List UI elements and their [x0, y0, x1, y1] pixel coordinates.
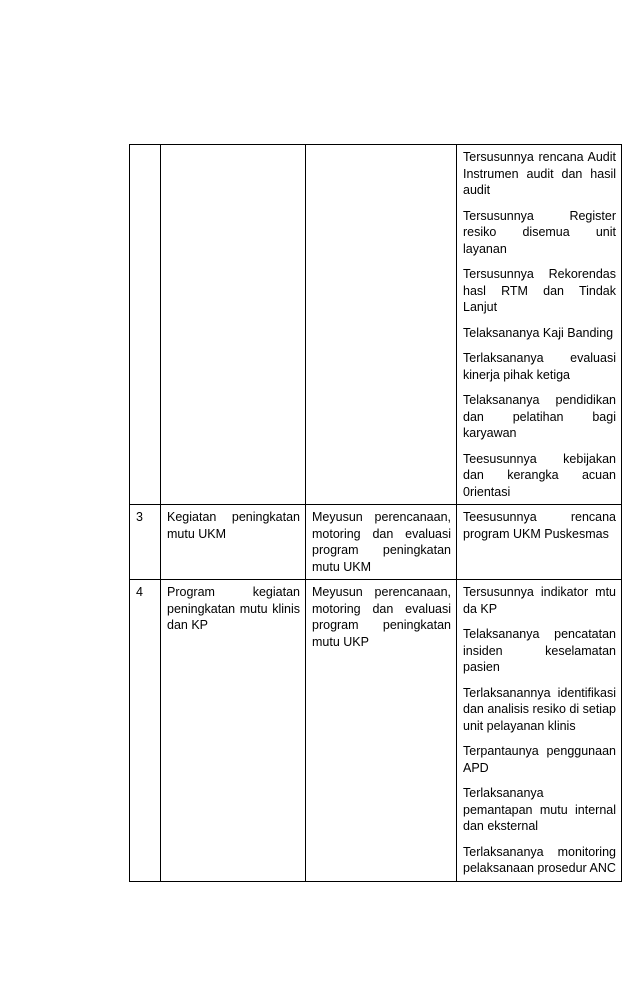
output-item: Terlaksanannya identifikasi dan analisis resiko di setiap unit pelayanan klinis	[463, 685, 616, 733]
row-number: 3	[130, 505, 161, 580]
output-item: Teesusunnya rencana program UKM Puskesmas	[463, 510, 616, 541]
table-row	[130, 580, 622, 882]
row-number: 4	[130, 580, 161, 882]
activity-cell	[161, 145, 306, 505]
table-row	[130, 145, 622, 505]
description-cell: Meyusun perencanaan, motoring dan evaluasi program peningkatan mutu UKP	[306, 580, 457, 882]
output-item: Terlaksananya monitoring pelaksanaan prosedur ANC	[463, 844, 616, 875]
output-item: Tersusunnya indikator mtu da KP	[463, 585, 616, 616]
output-item: Terlaksananya evaluasi kinerja pihak ketiga	[463, 351, 616, 382]
activity-cell: Program kegiatan peningkatan mutu klinis dan KP	[161, 580, 306, 882]
program-table	[129, 144, 622, 882]
output-item: Telaksananya pencatatan insiden keselamatan pasien	[463, 627, 616, 674]
output-item: Telaksananya pendidikan dan pelatihan bagi karyawan	[463, 393, 616, 440]
output-item: Terpantaunya penggunaan APD	[463, 744, 616, 775]
description-cell: Meyusun perencanaan, motoring dan evaluasi program peningkatan mutu UKM	[306, 505, 457, 580]
output-item: Telaksananya Kaji Banding	[463, 325, 614, 340]
output-item: Teesusunnya kebijakan dan kerangka acuan 0rientasi	[463, 451, 616, 499]
description-cell	[306, 145, 457, 505]
table-row	[130, 505, 622, 580]
output-item: Tersusunnya rencana Audit Instrumen audit dan hasil audit	[463, 150, 616, 197]
output-item: Terlaksananya pemantapan mutu internal dan eksternal	[463, 786, 616, 833]
output-cell	[457, 580, 622, 882]
activity-cell: Kegiatan peningkatan mutu UKM	[161, 505, 306, 580]
output-item: Tersusunnya Register resiko disemua unit layanan	[463, 208, 616, 256]
output-item: Tersusunnya Rekorendas hasl RTM dan Tindak Lanjut	[463, 267, 616, 314]
row-number	[130, 145, 161, 505]
output-cell	[457, 505, 622, 580]
output-cell	[457, 145, 622, 505]
